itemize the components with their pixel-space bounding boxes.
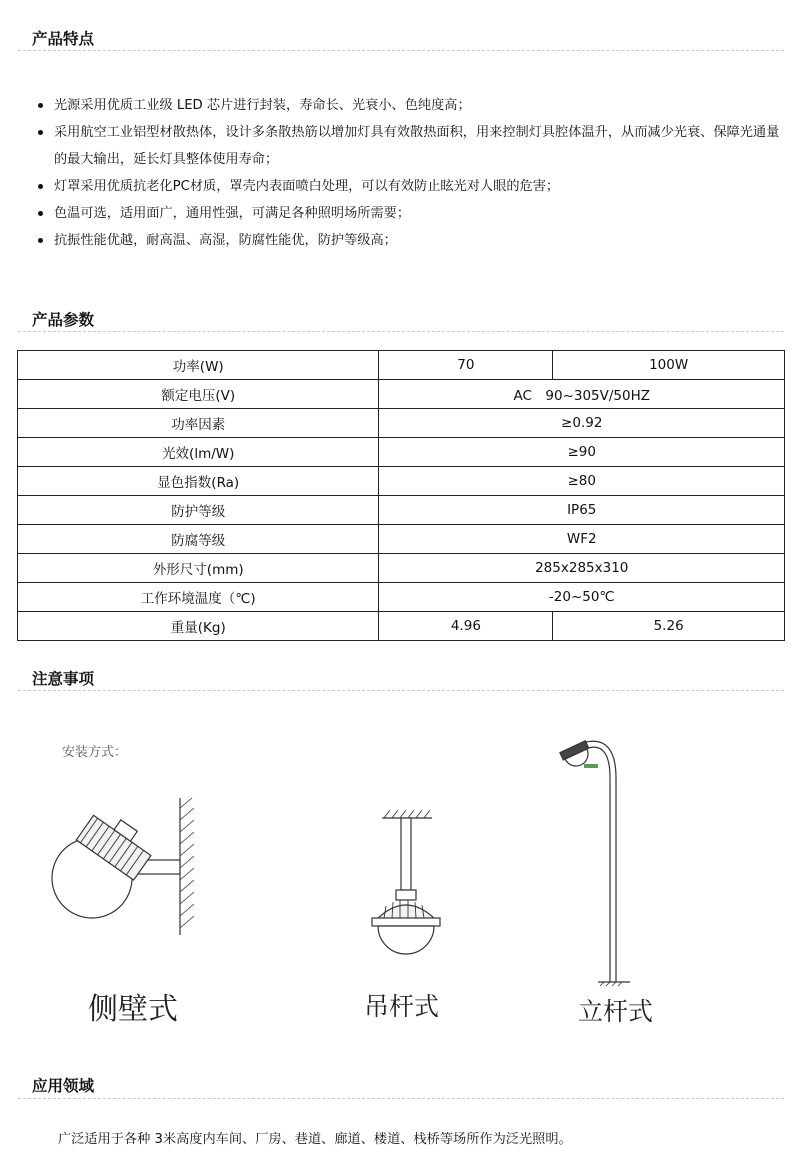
param-label: 额定电压(V) <box>18 380 379 409</box>
table-row <box>18 409 785 438</box>
param-label: 光效(lm/W) <box>18 438 379 467</box>
table-row <box>18 467 785 496</box>
pendant-mount-drawing <box>372 810 440 954</box>
param-value: ≥0.92 <box>379 409 785 438</box>
param-value: 70 <box>379 351 553 380</box>
param-value: ≥90 <box>379 438 785 467</box>
table-row <box>18 496 785 525</box>
param-value: IP65 <box>379 496 785 525</box>
pole-mount-label: 立杆式 <box>578 997 654 1026</box>
wall-mount-drawing <box>52 798 194 935</box>
param-label: 防腐等级 <box>18 525 379 554</box>
param-value: -20~50℃ <box>379 583 785 612</box>
feature-item: 采用航空工业铝型材散热体，设计多条散热筋以增加灯具有效散热面积，用来控制灯具腔体温升，从而减少光衰、保障光通量的最大输出，延长灯具整体使用寿命； <box>38 119 786 173</box>
features-list <box>38 92 786 254</box>
table-row <box>18 525 785 554</box>
features-section-title: 产品特点 <box>32 30 95 48</box>
feature-item: 灯罩采用优质抗老化PC材质，罩壳内表面喷白处理，可以有效防止眩光对人眼的危害； <box>38 173 786 200</box>
feature-item: 色温可选，适用面广，通用性强，可满足各种照明场所需要； <box>38 200 786 227</box>
params-section-title: 产品参数 <box>32 311 95 329</box>
param-value: AC 90~305V/50HZ <box>379 380 785 409</box>
feature-item: 光源采用优质工业级 LED 芯片进行封装，寿命长、光衰小、色纯度高； <box>38 92 786 119</box>
table-row <box>18 612 785 641</box>
param-label: 工作环境温度（℃) <box>18 583 379 612</box>
table-row <box>18 583 785 612</box>
section-divider <box>18 50 784 51</box>
param-value: 100W <box>553 351 785 380</box>
feature-item: 抗振性能优越，耐高温、高湿，防腐性能优，防护等级高； <box>38 227 786 254</box>
table-row <box>18 438 785 467</box>
installation-caption: 安装方式： <box>62 745 128 760</box>
param-label: 重量(Kg) <box>18 612 379 641</box>
pendant-mount-label: 吊杆式 <box>364 992 440 1021</box>
section-divider <box>18 690 784 691</box>
param-value: 4.96 <box>379 612 553 641</box>
param-label: 功率因素 <box>18 409 379 438</box>
notes-section-title: 注意事项 <box>32 670 95 688</box>
application-section-title: 应用领域 <box>32 1077 95 1095</box>
table-row <box>18 351 785 380</box>
params-table <box>17 350 785 641</box>
param-value: 285x285x310 <box>379 554 785 583</box>
param-label: 功率(W) <box>18 351 379 380</box>
param-value: 5.26 <box>553 612 785 641</box>
table-row <box>18 380 785 409</box>
param-value: WF2 <box>379 525 785 554</box>
wall-mount-label: 侧壁式 <box>88 992 178 1027</box>
pole-mount-drawing <box>560 741 630 986</box>
table-row <box>18 554 785 583</box>
application-text: 广泛适用于各种 3米高度内车间、厂房、巷道、廊道、楼道、栈桥等场所作为泛光照明。 <box>58 1132 572 1147</box>
section-divider <box>18 1098 784 1099</box>
param-value: ≥80 <box>379 467 785 496</box>
param-label: 外形尺寸(mm) <box>18 554 379 583</box>
param-label: 防护等级 <box>18 496 379 525</box>
param-label: 显色指数(Ra) <box>18 467 379 496</box>
section-divider <box>18 331 784 332</box>
